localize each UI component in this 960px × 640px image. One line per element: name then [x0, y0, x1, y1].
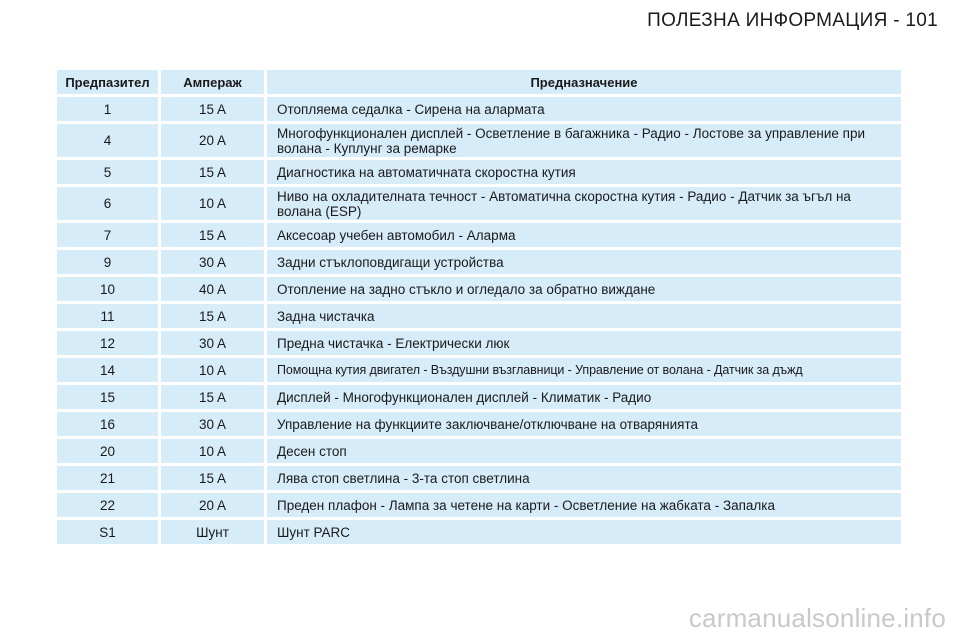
fuse-amperage: 30 A: [158, 412, 264, 436]
fuse-number: 1: [57, 97, 158, 121]
table-row: [57, 358, 901, 382]
fuse-number: 15: [57, 385, 158, 409]
page-header: ПОЛЕЗНА ИНФОРМАЦИЯ - 101: [647, 10, 938, 31]
watermark: carmanualsonline.info: [688, 603, 946, 633]
fuse-purpose: Отопляема седалка - Сирена на алармата: [264, 97, 901, 121]
table-header-row: [57, 70, 901, 94]
table-row: [57, 412, 901, 436]
table-row: [57, 304, 901, 328]
fuse-purpose: Десен стоп: [264, 439, 901, 463]
fuse-purpose: Отопление на задно стъкло и огледало за обратно виждане: [264, 277, 901, 301]
fuse-amperage: 15 A: [158, 97, 264, 121]
fuse-purpose: Помощна кутия двигател - Въздушни възглавници - Управление от волана - Датчик за дъжд: [264, 358, 901, 382]
table-row: [57, 520, 901, 544]
fuse-amperage: 10 A: [158, 187, 264, 220]
fuse-amperage: 20 A: [158, 493, 264, 517]
table-row: [57, 250, 901, 274]
fuse-purpose: Шунт PARC: [264, 520, 901, 544]
fuse-purpose: Предна чистачка - Електрически люк: [264, 331, 901, 355]
table-row: [57, 493, 901, 517]
fuse-amperage: 30 A: [158, 331, 264, 355]
fuse-number: 21: [57, 466, 158, 490]
table-row: [57, 385, 901, 409]
fuse-number: 9: [57, 250, 158, 274]
fuse-number: 4: [57, 124, 158, 157]
fuse-amperage: 40 A: [158, 277, 264, 301]
fuse-purpose: Преден плафон - Лампа за четене на карти - Осветление на жабката - Запалка: [264, 493, 901, 517]
fuse-amperage: 10 A: [158, 358, 264, 382]
column-header-purpose: Предназначение: [264, 70, 901, 94]
fuse-number: 22: [57, 493, 158, 517]
column-header-amperage: Ампераж: [158, 70, 264, 94]
fuse-number: 10: [57, 277, 158, 301]
column-header-fuse: Предпазител: [57, 70, 158, 94]
fuse-purpose: Задна чистачка: [264, 304, 901, 328]
fuse-amperage: 15 A: [158, 385, 264, 409]
fuse-purpose: Аксесоар учебен автомобил - Аларма: [264, 223, 901, 247]
fuse-amperage: 20 A: [158, 124, 264, 157]
fuse-number: 6: [57, 187, 158, 220]
fuse-purpose: Задни стъклоповдигащи устройства: [264, 250, 901, 274]
fuse-number: S1: [57, 520, 158, 544]
fuse-number: 5: [57, 160, 158, 184]
table-row: [57, 124, 901, 157]
fuse-number: 14: [57, 358, 158, 382]
table-row: [57, 97, 901, 121]
fuse-purpose: Лява стоп светлина - 3-та стоп светлина: [264, 466, 901, 490]
fuse-purpose: Дисплей - Многофункционален дисплей - Климатик - Радио: [264, 385, 901, 409]
fuse-purpose: Ниво на охладителната течност - Автоматична скоростна кутия - Радио - Датчик за ъгъл на волана (ESP): [264, 187, 901, 220]
fuse-number: 16: [57, 412, 158, 436]
table-row: [57, 187, 901, 220]
fuse-amperage: 15 A: [158, 160, 264, 184]
table-row: [57, 223, 901, 247]
fuse-number: 7: [57, 223, 158, 247]
fuse-purpose: Управление на функциите заключване/отключване на отварянията: [264, 412, 901, 436]
table-row: [57, 160, 901, 184]
fuse-amperage: 15 A: [158, 223, 264, 247]
fuse-purpose: Диагностика на автоматичната скоростна кутия: [264, 160, 901, 184]
table-row: [57, 277, 901, 301]
fuse-amperage: 10 A: [158, 439, 264, 463]
fuse-number: 12: [57, 331, 158, 355]
fuse-amperage: 15 A: [158, 466, 264, 490]
table-row: [57, 439, 901, 463]
fuse-amperage: Шунт: [158, 520, 264, 544]
fuse-table: [57, 67, 901, 547]
fuse-amperage: 30 A: [158, 250, 264, 274]
table-row: [57, 466, 901, 490]
fuse-number: 11: [57, 304, 158, 328]
table-row: [57, 331, 901, 355]
fuse-number: 20: [57, 439, 158, 463]
fuse-purpose: Многофункционален дисплей - Осветление в багажника - Радио - Лостове за управление при волана - Куплунг за ремарке: [264, 124, 901, 157]
fuse-amperage: 15 A: [158, 304, 264, 328]
